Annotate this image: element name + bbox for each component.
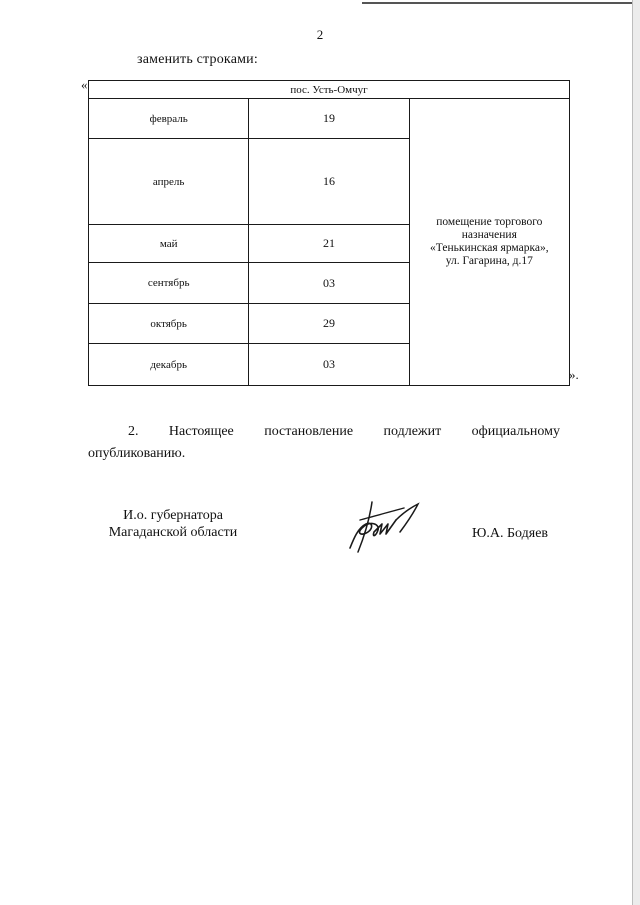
signatory-title — [88, 507, 258, 541]
place-line-2: «Тенькинская ярмарка», — [430, 242, 549, 254]
publication-paragraph — [88, 421, 560, 465]
schedule-table — [88, 80, 570, 386]
day-cell: 19 — [249, 99, 409, 139]
day-cell: 29 — [249, 304, 409, 344]
day-cell: 16 — [249, 139, 409, 225]
paragraph-word: 2. — [128, 424, 139, 439]
paragraph-line-1 — [88, 421, 560, 443]
month-cell: декабрь — [89, 344, 249, 386]
paragraph-word: Настоящее — [168, 424, 234, 439]
place-line-3: ул. Гагарина, д.17 — [445, 255, 533, 267]
signatory-title-line-2: Магаданской области — [108, 525, 238, 540]
scan-edge-top — [362, 2, 632, 4]
signatory-title-line-1: И.о. губернатора — [123, 508, 223, 523]
day-cell: 03 — [249, 344, 409, 386]
paragraph-word: официальному — [471, 424, 560, 439]
month-cell: октябрь — [89, 304, 249, 344]
month-cell: февраль — [89, 99, 249, 139]
month-cell: май — [89, 225, 249, 263]
place-cell — [409, 99, 569, 386]
month-cell: сентябрь — [89, 263, 249, 304]
paragraph-line-2: опубликованию. — [88, 446, 186, 461]
closing-quote: ». — [569, 367, 579, 382]
scan-edge-right — [632, 0, 640, 905]
month-cell: апрель — [89, 139, 249, 225]
day-cell: 03 — [249, 263, 409, 304]
page-number: 2 — [316, 27, 324, 42]
table-header-cell: пос. Усть-Омчуг — [89, 81, 570, 99]
day-cell: 21 — [249, 225, 409, 263]
paragraph-word: постановление — [264, 424, 354, 439]
opening-quote: « — [81, 77, 88, 92]
table-row — [89, 99, 570, 139]
signer-name: Ю.А. Бодяев — [472, 526, 549, 541]
table-header-row — [89, 81, 570, 99]
place-line-1: помещение торгового назначения — [436, 216, 543, 241]
handwritten-signature — [344, 498, 424, 554]
paragraph-word: подлежит — [383, 424, 442, 439]
intro-line: заменить строками: — [137, 52, 258, 67]
